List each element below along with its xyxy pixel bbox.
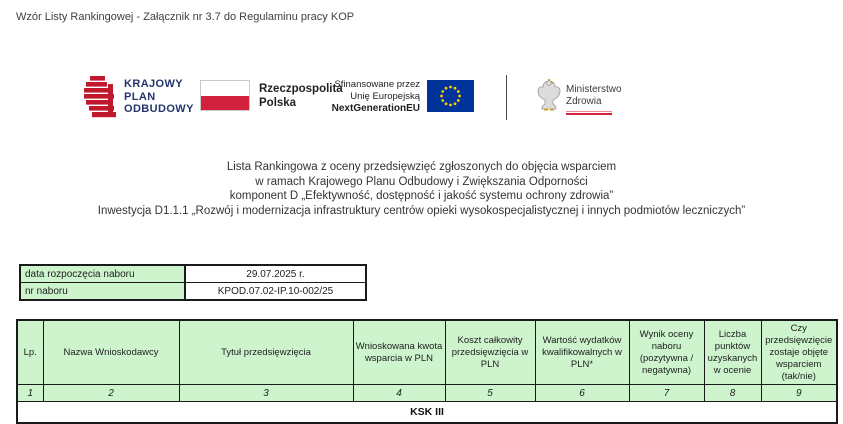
col-number-6: 6 <box>535 385 629 402</box>
eu-flag-icon <box>427 80 474 112</box>
eu-line-2: Unię Europejską <box>350 91 420 102</box>
col-number-5: 5 <box>445 385 535 402</box>
info-value-nabor-number: KPOD.07.02-IP.10-002/25 <box>185 283 366 301</box>
ministry-red-underline <box>566 111 612 115</box>
ministry-eagle-icon <box>536 78 562 112</box>
kpo-logo <box>84 76 194 118</box>
col-header-lp: Lp. <box>17 320 43 385</box>
poland-flag-icon <box>200 80 250 111</box>
ranking-table <box>16 319 838 424</box>
kpo-eagle-icon <box>84 76 116 118</box>
col-number-2: 2 <box>43 385 179 402</box>
document-title <box>0 160 843 218</box>
col-header-tytul-przedsiewziecia: Tytuł przedsięwzięcia <box>179 320 353 385</box>
col-number-3: 3 <box>179 385 353 402</box>
kpo-logo-text <box>124 78 194 116</box>
col-header-wnioskowana-kwota: Wnioskowana kwota wsparcia w PLN <box>353 320 445 385</box>
info-row-nabor-number <box>20 283 366 301</box>
ministry-logo-text <box>566 84 622 107</box>
col-number-8: 8 <box>704 385 761 402</box>
col-header-wartosc-wydatkow: Wartość wydatków kwalifikowalnych w PLN* <box>535 320 629 385</box>
ministry-logo <box>536 78 622 115</box>
col-number-4: 4 <box>353 385 445 402</box>
title-line-1: Lista Rankingowa z oceny przedsięwzięć zgłoszonych do objęcia wsparciem <box>226 161 617 173</box>
info-row-start-date <box>20 265 366 283</box>
kpo-line-2: PLAN <box>124 90 156 103</box>
section-row <box>17 402 837 424</box>
logo-divider <box>506 75 507 120</box>
title-line-3: komponent D „Efektywność, dostępność i jakość systemu ochrony zdrowia” <box>229 190 614 202</box>
title-line-4: Inwestycja D1.1.1 „Rozwój i modernizacja infrastruktury centrów opieki wysokospecjalistycznej i innych podmiotów leczniczych” <box>97 204 746 217</box>
kpo-line-3: ODBUDOWY <box>124 103 194 116</box>
info-value-start-date: 29.07.2025 r. <box>185 265 366 283</box>
section-row-label: KSK III <box>17 402 837 424</box>
title-line-2: w ramach Krajowego Planu Odbudowy i Zwiększania Odporności <box>255 175 588 188</box>
col-number-1: 1 <box>17 385 43 402</box>
nabor-info-table <box>19 264 367 301</box>
ranking-header-row <box>17 320 837 385</box>
col-header-koszt-calkowity: Koszt całkowity przedsięwzięcia w PLN <box>445 320 535 385</box>
info-label-nabor-number: nr naboru <box>20 283 185 301</box>
document-note: Wzór Listy Rankingowej - Załącznik nr 3.7 do Regulaminu pracy KOP <box>16 11 355 23</box>
col-header-czy-objete-wsparciem: Czy przedsięwzięcie zostaje objęte wsparciem (tak/nie) <box>761 320 837 385</box>
eu-funding-logo <box>330 79 474 115</box>
poland-line-2: Polska <box>259 96 297 109</box>
eu-funding-text <box>330 79 420 115</box>
eu-line-3: NextGenerationEU <box>331 103 420 114</box>
ministry-line-1: Ministerstwo <box>566 84 622 95</box>
col-number-9: 9 <box>761 385 837 402</box>
info-label-start-date: data rozpoczęcia naboru <box>20 265 185 283</box>
poland-line-1: Rzeczpospolita <box>259 83 343 95</box>
col-header-wynik-oceny: Wynik oceny naboru (pozytywna / negatywna) <box>629 320 704 385</box>
eu-line-1: Sfinansowane przez <box>334 79 420 90</box>
col-header-nazwa-wnioskodawcy: Nazwa Wnioskodawcy <box>43 320 179 385</box>
column-number-row <box>17 385 837 402</box>
kpo-line-1: KRAJOWY <box>124 78 184 91</box>
ministry-line-2: Zdrowia <box>566 95 602 107</box>
col-number-7: 7 <box>629 385 704 402</box>
logo-bar <box>0 70 843 128</box>
col-header-liczba-punktow: Liczba punktów uzyskanych w ocenie <box>704 320 761 385</box>
